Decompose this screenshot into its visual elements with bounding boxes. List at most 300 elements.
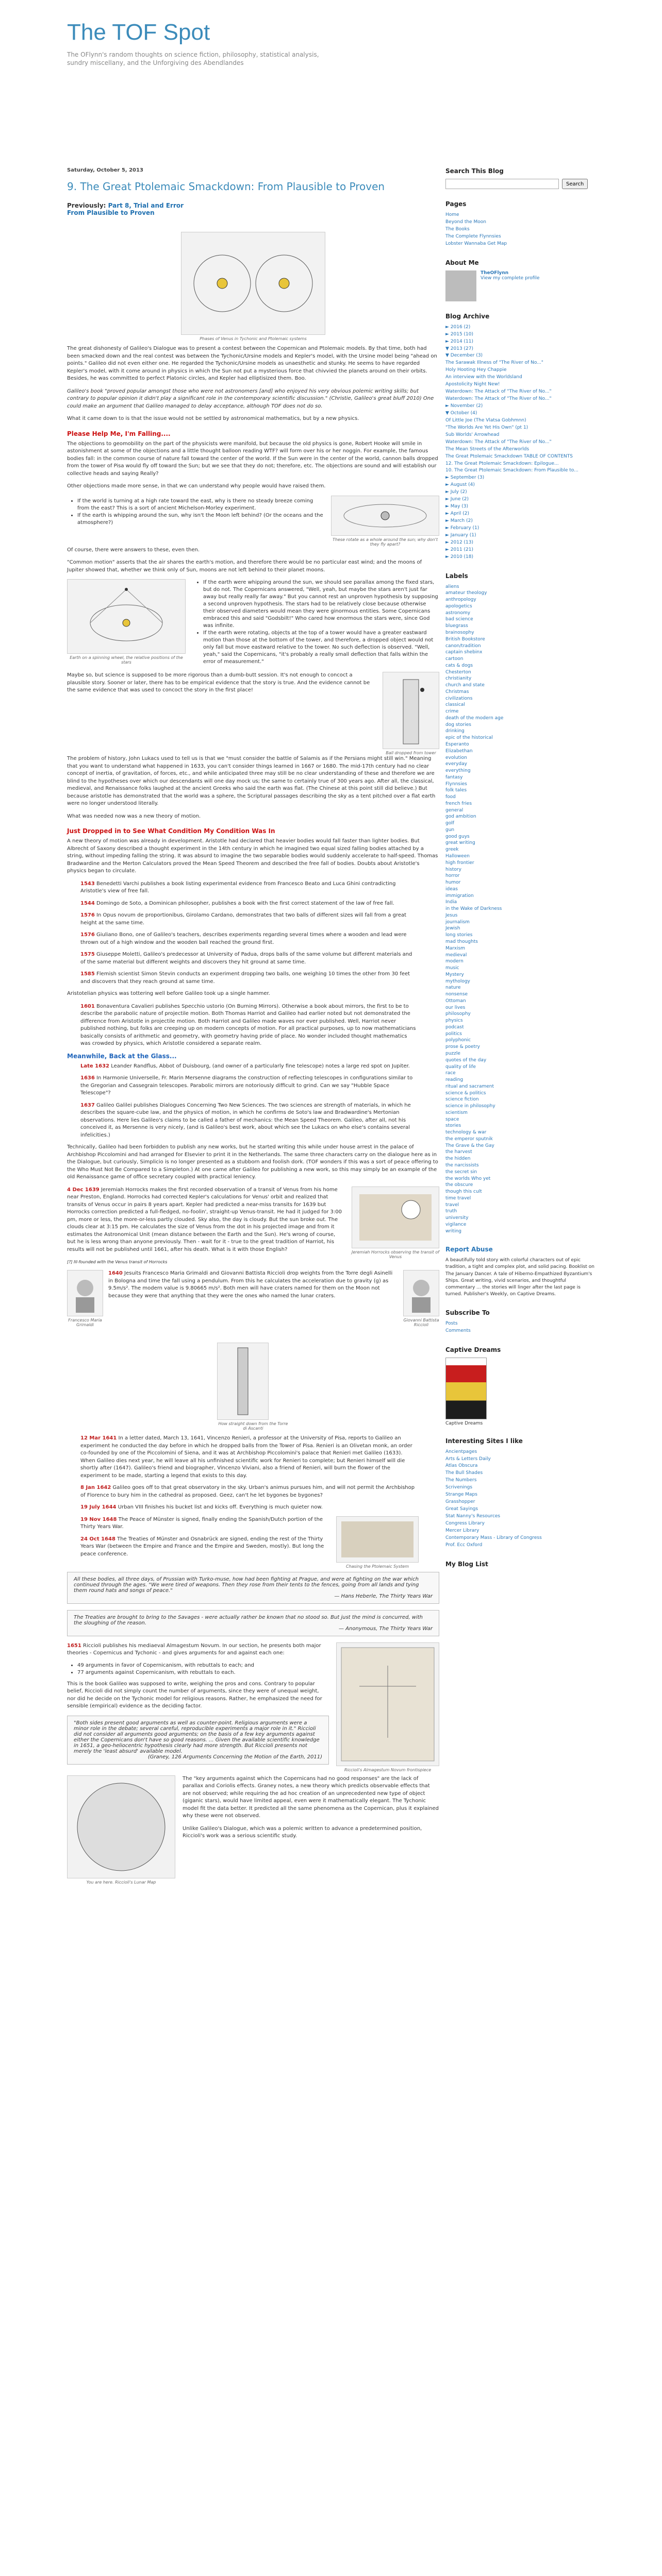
timeline-text: Giuliano Bono, one of Galileo's teachers, describes experiments regarding several times where a wooden and lead were thrown out of a high window and the wooden ball reached the ground first. (80, 932, 407, 945)
timeline-year: 1651 (67, 1642, 81, 1649)
tower-diagram (385, 674, 437, 747)
label-link[interactable]: fantasy (445, 774, 463, 780)
site-link[interactable]: Mercer Library (445, 1528, 479, 1533)
label-link[interactable]: brainosophy (445, 630, 474, 635)
timeline-end-war (80, 1435, 419, 1569)
graney-quote (67, 1716, 329, 1765)
horrocks-note: [?] Ill-founded with the Venus transit of Horrocks (67, 1259, 168, 1264)
label-link[interactable]: university (445, 1215, 469, 1221)
labels-title: Labels (445, 572, 468, 580)
site-link[interactable]: Arts & Letters Daily (445, 1456, 491, 1462)
riccioli-image (406, 1273, 437, 1314)
label-link[interactable]: vigilance (445, 1222, 467, 1227)
paragraph-14: The "key arguments against which the Copernicans had no good responses" are the lack of parallax and Coriolis effects. Graney notes, a new theory which predicts observable effects that are not observed; while requiring the ad hoc creation of an unprecedented new type of object (giganic stars), would have limited appeal, even were it mathematically elegant. The Tychonic model fit the data better. It predicted all the same phenomena as the Copernican, plus it explained why these were not observed. (183, 1775, 439, 1819)
label-link[interactable]: puzzle (445, 1050, 460, 1056)
riccioli-caption: Giovanni Battista Riccioli (403, 1318, 439, 1328)
almagestum-frontispiece (339, 1645, 437, 1764)
sites-widget (445, 1437, 595, 1549)
riccioli-portrait[interactable] (403, 1270, 439, 1316)
sites-title: Interesting Sites I like (445, 1437, 523, 1445)
page-link[interactable]: Home (445, 212, 459, 217)
label-link[interactable]: classical (445, 702, 465, 708)
label-link[interactable]: Flynnsies (445, 781, 467, 787)
moons-figure[interactable] (331, 496, 439, 536)
timeline-entry-1640 (108, 1270, 398, 1300)
timeline-text: Benedetti Varchi publishes a book listing experimental evidence from Francesco Beato and Luca Ghini contradicting Aristotle's view of free fall. (80, 880, 396, 894)
timeline-telescope (80, 1063, 419, 1140)
timeline-entry (80, 880, 419, 895)
labels-list (445, 584, 595, 1235)
label-link[interactable]: astronomy (445, 610, 471, 616)
heberle-quote-text: All these bodies, all three days, of Prussian with Turko-muse, how had been fighting at Prague, and were at fighting on the war which continued through the ages. "We were tired of weapons. Then they rose from their tents to the fences, going from all lands and tying them round hats and songs of peace." (74, 1576, 419, 1594)
label-link[interactable]: science fiction (445, 1097, 479, 1103)
timeline-text: Urban VIII finishes his bucket list and kicks off. Everything is much quieter now. (118, 1504, 323, 1511)
archive-link[interactable]: 10. The Great Ptolemaic Smackdown: From Plausible to... (445, 468, 578, 473)
label-link[interactable]: ritual and sacrament (445, 1083, 494, 1089)
search-widget (445, 167, 595, 189)
label-link[interactable]: prose & poetry (445, 1044, 480, 1050)
label-link[interactable]: mad thoughts (445, 939, 478, 944)
timeline-text: Giuseppe Moletti, Galileo's predecessor at University of Padua, drops balls of the same volume but different materials and of the same material but different weights and discovers they hit ground at same time. (80, 952, 412, 965)
label-link[interactable]: food (445, 794, 456, 800)
label-link[interactable]: general (445, 807, 464, 813)
previously-label: Previously: (67, 202, 106, 209)
captive-dreams-widget (445, 1346, 595, 1426)
label-link[interactable]: music (445, 965, 459, 971)
label-link[interactable]: apologetics (445, 603, 472, 609)
label-link[interactable]: the hidden (445, 1156, 471, 1162)
label-link[interactable]: great writing (445, 840, 475, 846)
archive-link[interactable]: ► March (2) (445, 518, 473, 523)
page-link[interactable]: Lobster Wannaba Get Map (445, 241, 507, 246)
view-profile-link[interactable]: View my complete profile (481, 275, 540, 281)
label-link[interactable]: horror (445, 873, 460, 879)
site-link[interactable]: Strange Maps (445, 1492, 477, 1498)
timeline-year: 1601 (80, 1003, 95, 1009)
label-link[interactable]: history (445, 867, 461, 872)
timeline-year: 4 Dec 1639 (67, 1187, 100, 1193)
grimaldi-portrait[interactable] (67, 1270, 103, 1316)
timeline-entry (80, 1435, 419, 1480)
profile-name-link[interactable]: TheOFlynn (481, 270, 509, 276)
venus-phases-figure[interactable] (181, 232, 325, 335)
label-link[interactable]: ideas (445, 886, 458, 892)
paragraph-12: Technically, Galileo had been forbidden to publish any new works, but he started writing this while under house arrest in the palace of Archbishop Piccolomini and had arranged for Elsevier to print it in the Netherlands. The same three characters carry on the dialogue here as in the Dialogue, but curiously, Simplicio is no longer presented as a stubborn and foolish dork. (TOF wonders if this was a sort of peace offering to the Who Must Not Be Compared to a Simpleton.) At one came after Galileo for publishing a new work, so this may simply be an example of the old Renaissance game of office secretary coupled with practical leniency. (67, 1144, 438, 1180)
archive-link[interactable]: ► 2011 (21) (445, 547, 474, 552)
archive-link[interactable]: ► April (2) (445, 511, 469, 517)
site-link[interactable]: Atlas Obscura (445, 1463, 478, 1469)
label-link[interactable]: travel (445, 1202, 459, 1208)
label-link[interactable]: immigration (445, 893, 474, 899)
archive-link[interactable]: ► 2014 (11) (445, 338, 474, 344)
argument-item: • 49 arguments in favor of Copernicanism, with rebuttals to each; and (77, 1662, 329, 1669)
label-link[interactable]: god ambition (445, 814, 476, 820)
graney-quote-text: "Both sides present good arguments as well as counter-point. Religious arguments were a minor role in the debate; several careful, reproducible experiments a major role in it." Riccioli did not consider all arguments good arguments; on the basis of a few key arguments against either the Copernicans don't have so good reasons. ... Given the available scientific knowledge in 1651, a geo-heliocentric hypothesis clearly had more strength. But Riccioli presents not merely the 'least absurd' available model. (74, 1720, 320, 1754)
about-widget (445, 259, 595, 301)
archive-link[interactable]: ► 2016 (2) (445, 324, 471, 330)
label-link[interactable]: civilizations (445, 696, 473, 701)
label-link[interactable]: the narcissists (445, 1163, 479, 1168)
site-link[interactable]: Great Sayings (445, 1506, 478, 1512)
timeline-year: 1640 (108, 1270, 123, 1277)
label-link[interactable]: Christmas (445, 689, 469, 694)
almagestum-figure[interactable] (336, 1642, 439, 1766)
avatar[interactable] (445, 270, 476, 301)
paragraph-15: Unlike Galileo's Dialogue, which was a polemic written to advance a predetermined position, Riccioli's work was a serious scientific study. (183, 1825, 422, 1839)
label-link[interactable]: crime (445, 709, 459, 715)
label-link[interactable]: time travel (445, 1195, 471, 1201)
archive-link[interactable]: The Great Ptolemaic Smackdown TABLE OF CONTENTS (445, 453, 573, 459)
label-link[interactable]: medieval (445, 952, 467, 958)
site-link[interactable]: The Numbers (445, 1478, 477, 1483)
archive-link[interactable]: ► January (1) (445, 532, 476, 538)
label-link[interactable]: journalism (445, 919, 470, 925)
archive-link[interactable]: The Sarawak Illness of "The River of No..." (445, 360, 543, 366)
timeline-text: In a letter dated, March 13, 1641, Vincenzo Renieri, a professor at the University of Pisa, reports to Galileo an experiment he conducted the day before in which he dropped balls from the Tower of Pisa. Renieri is an Olivetan monk, an order co-founded by one of the Piccolomini of Siena, and it was at Archbishop Piccolomini's palace that Renieri met Galileo (1633). When Galileo dies next year, he will leave all his unfinished scientific work for Renieri to complete; but Renieri himself will die shortly after (1647). Galileo's friend and biographer, Vincenzo Viviani, also a friend of Renieri, will burn the flower of the experiment to be made, starting a legend that exists to this day. (80, 1435, 412, 1479)
label-link[interactable]: British Bookstore (445, 636, 485, 642)
timeline-text: In Opus novum de proportionibus, Girolamo Cardano, demonstrates that two balls of different sizes will fall from a great height at the same time. (80, 912, 407, 926)
anonymous-quote (67, 1610, 439, 1636)
archive-link[interactable]: Holy Hooting Hey Chappie (445, 367, 507, 373)
label-link[interactable]: Ottoman (445, 998, 466, 1004)
label-link[interactable]: bluegrass (445, 623, 468, 629)
label-link[interactable]: truth (445, 1209, 457, 1214)
search-input[interactable] (445, 179, 559, 189)
grimaldi-image (70, 1273, 101, 1314)
timeline-entry-1651 (67, 1642, 329, 1657)
site-link[interactable]: Ancientpages (445, 1449, 477, 1454)
post-date: Saturday, October 5, 2013 (67, 167, 143, 173)
archive-link[interactable]: ► May (3) (445, 504, 468, 510)
previously-link[interactable]: Part 8, Trial and Error (108, 202, 184, 209)
page-link[interactable]: Beyond the Moon (445, 219, 486, 225)
archive-link[interactable]: ► August (4) (445, 482, 475, 488)
blog-header (0, 0, 662, 77)
label-link[interactable]: science & politics (445, 1090, 486, 1096)
label-link[interactable]: aliens (445, 584, 459, 589)
label-link[interactable]: greek (445, 847, 459, 853)
timeline-year: 1637 (80, 1102, 95, 1108)
label-link[interactable]: dog stories (445, 722, 471, 727)
archive-link[interactable]: Sub Worlds' Arrowhead (445, 432, 500, 437)
label-link[interactable]: nonsense (445, 992, 468, 997)
label-link[interactable]: high frontier (445, 860, 474, 866)
paragraph-6: "Common motion" asserts that the air shares the earth's motion, and therefore there would be no particular east wind; and the moons of Jupiter showed that, whether we think only of Sun, moons are not left behind to their planet moons. (67, 560, 422, 573)
label-link[interactable]: race (445, 1071, 456, 1076)
archive-link[interactable]: The Mean Streets of the Afterworlds (445, 446, 529, 452)
label-link[interactable]: french fries (445, 801, 472, 806)
label-link[interactable]: writing (445, 1228, 462, 1234)
timeline-year: 19 Nov 1648 (80, 1516, 117, 1522)
timeline-year: 1585 (80, 971, 95, 977)
about-title: About Me (445, 259, 479, 266)
label-link[interactable]: Jewish (445, 926, 460, 931)
timeline-free-fall (80, 880, 419, 986)
site-link[interactable]: The Bull Shades (445, 1470, 483, 1476)
archive-list (445, 324, 595, 561)
label-link[interactable]: space (445, 1116, 459, 1122)
report-abuse-link[interactable]: Report Abuse (445, 1246, 493, 1253)
label-link[interactable]: politics (445, 1031, 462, 1037)
archive-link[interactable]: Apostolicity Night New! (445, 382, 500, 387)
label-link[interactable]: Halloween (445, 854, 470, 859)
book-cover-caption: Captive Dreams (445, 1420, 483, 1426)
timeline-entry (80, 1003, 419, 1048)
archive-link[interactable]: ▼ October (4) (445, 410, 477, 416)
subscribe-posts[interactable]: Posts (445, 1320, 458, 1326)
sidebar (445, 167, 595, 1579)
grimaldi-caption: Francesco Maria Grimaldi (68, 1318, 102, 1328)
moons-caption: These rotate as a whole around the sun; why don't they fly apart? (333, 537, 438, 547)
pages-widget (445, 200, 595, 248)
parallax-caption: Earth on a spinning wheel, the relative positions of the stars (70, 655, 183, 665)
riccioli-arguments-list (77, 1662, 329, 1676)
blog-list-title: My Blog List (445, 1560, 488, 1568)
site-link[interactable]: Prof. Ecc Oxford (445, 1542, 483, 1548)
label-link[interactable]: Esperanto (445, 742, 469, 747)
report-widget (445, 1246, 595, 1297)
archive-link[interactable]: Waterdown: The Attack of "The River of No..." (445, 396, 552, 402)
blog-list-widget (445, 1561, 595, 1568)
label-link[interactable]: India (445, 900, 457, 905)
timeline-year: 8 Jan 1642 (80, 1485, 111, 1491)
intro-paragraph: The great dishonesty of Galileo's Dialogue was to present a contest between the Copernican and Ptolemaic models. By that time, both had been smacked down and the real contest was between the Tychonic/Ursine models and Kepler's model, with the Ursine model being "ahead on points." Galileo did not even either one. He regarded the Tychonic/Ursine models as unaesthetic and stunky. He seems to have regarded Kepler's model, with it come around in physics in which the Sun not put a mysterious force that chivvied the planets around on their orbits. Besides, he was committed to perfect Platonic circles, and Kepler had elliptisized them. Boo. (67, 346, 437, 381)
archive-link[interactable]: ▼ December (3) (445, 353, 483, 359)
graney-attribution: (Graney, 126 Arguments Concerning the Motion of the Earth, 2011) (147, 1754, 322, 1760)
book-cover-image[interactable] (445, 1358, 487, 1419)
timeline-entry (80, 931, 419, 946)
anonymous-attribution: — Anonymous, The Thirty Years War (339, 1625, 433, 1632)
label-link[interactable]: in the Wake of Darkness (445, 906, 502, 912)
archive-link[interactable]: ► 2012 (13) (445, 539, 474, 545)
label-link[interactable]: church and state (445, 683, 485, 688)
archive-link[interactable]: ► November (2) (445, 403, 483, 409)
label-link[interactable]: everything (445, 768, 471, 774)
timeline-text: Jeremiah Horrocks makes the first recorded observation of a transit of Venus from his home near Preston, England. Horrocks had corrected Kepler's calculations for Venus' orbit and realized that transits of Venus occur in pairs 8 years apart. Kepler had predicted a near-miss transits for 1639 but Horrocks correction predicted a full-fledged, no-foolin', straight-up Venus-transit. He had it judged for 3:00 pm, more or less, the more-or-less partly clouded. Sky also, the day is cloudy. But the sun broke out. The clouds clear at 3:15 pm. He calculates the size of Venus from the dot in his projected image and from it estimates the Astronomical Unit (mean distance between the Earth and the Sun). He's wrong of course, but he is less wrong than anyone previously. Then - wait for it - true to the great tradition of Harriot, his results will not be published until 1661, after his death. What is it with those English? (67, 1187, 342, 1252)
timeline-entry (80, 1063, 419, 1071)
label-link[interactable]: folk tales (445, 788, 467, 793)
timeline-text: Bonaventura Cavalieri publishes Specchio ustorio (On Burning Mirrors). Otherwise a book about mirrors, the first to be to describe the parabolic nature of projectile motion. Both Thomas Harriot and Galileo had earlier noted but not demonstrated the difference from Aristotle in projectile motion. Both Harriot and Galileo made waves nor ever published. Well, Harriot never published nothing, but folks are creeping up on modern concepts of motion. For all practical purposes, up to now mathematicians basically consists of arithmetic and geometry, with geometry having pride of place. No wonder included thought mathematics was crowded by physics, which Aristotle considered a separate realm. (80, 1003, 416, 1046)
label-link[interactable]: quotes of the day (445, 1057, 487, 1063)
label-link[interactable]: polyphonic (445, 1038, 471, 1043)
subscribe-widget (445, 1309, 595, 1335)
label-link[interactable]: everyday (445, 761, 467, 767)
label-link[interactable]: the emperor sputnik (445, 1136, 493, 1142)
timeline-year: 12 Mar 1641 (80, 1435, 117, 1442)
label-link[interactable]: reading (445, 1077, 464, 1083)
timeline-entry (80, 912, 419, 927)
archive-link[interactable]: ► July (2) (445, 489, 467, 495)
label-link[interactable]: philosophy (445, 1011, 471, 1017)
torre-caption: How straight down from the Torre di Ascanti (218, 1421, 288, 1431)
objection-item: • If the earth were rotating, objects at the top of a tower would have a greater eastward motion than those at the bottom of the tower, and therefore, a dropped object would not only fall but move eastward relative to the tower. No such deflection is observed. "Well, yeah," said the Copernicans, "it's probably a really small deflection that falls within the error of measurement." (203, 630, 439, 666)
timeline-entry (80, 971, 419, 986)
archive-title: Blog Archive (445, 312, 490, 320)
section-heading-condition: Just Dropped in to See What Condition My Condition Was In (67, 827, 275, 835)
paragraph-4: Other objections made more sense, in that we can understand why people would have raised them. (67, 483, 326, 489)
label-link[interactable]: Jesus (445, 912, 458, 918)
label-link[interactable]: scientism (445, 1110, 468, 1115)
archive-link[interactable]: Waterdown: The Attack of "The River of No..." (445, 389, 552, 395)
label-link[interactable]: nature (445, 985, 461, 991)
objections-list (77, 498, 324, 543)
ptolemaic-figure[interactable] (336, 1516, 419, 1563)
label-link[interactable]: podcast (445, 1024, 464, 1030)
page-link[interactable]: The Books (445, 226, 470, 232)
label-link[interactable]: canon/tradition (445, 643, 481, 649)
timeline-year: 1576 (80, 912, 95, 918)
blog-title[interactable]: The TOF Spot (67, 20, 210, 45)
label-link[interactable]: The Grave & the Gay (445, 1143, 494, 1148)
timeline-year: 1576 (80, 932, 95, 938)
timeline-year: 1544 (80, 900, 95, 906)
timeline-entry (80, 1536, 329, 1558)
label-link[interactable]: quality of life (445, 1064, 476, 1070)
timeline-entry (80, 1075, 419, 1097)
label-link[interactable]: Chesterton (445, 669, 471, 675)
horrocks-figure[interactable] (352, 1187, 439, 1248)
horrocks-caption: Jeremiah Horrocks observing the transit of Venus (352, 1249, 439, 1259)
archive-link[interactable]: ► June (2) (445, 497, 469, 502)
paragraph-10: A new theory of motion was already in development. Aristotle had declared that heavier bodies would fall faster than lighter bodies. But Albrecht of Saxony described a thought experiment in the 14th century in which he imagined two equal sized falling bodies attached by a string, without impeding falling the string. It was absurd to imagine the two separable bodies would suddenly accelerate to half-speed. Thomas Bradwardine and the Merton Calculators proved the Mean Speed Theorem and described the free fall of bodies. Doubts about Aristotle's physics began to circulate. (67, 838, 438, 874)
label-link[interactable]: death of the modern age (445, 715, 504, 721)
section-heading-falling: Please Help Me, I'm Falling.... (67, 430, 171, 437)
label-link[interactable]: bad science (445, 617, 473, 622)
label-link[interactable]: the harvest (445, 1149, 472, 1155)
paragraph-3: The objections to geomobility on the part of the physicists were manifold, but because the old physics is gone, Robert Hooke will smile in astonishment at some of the objections and a little thought balloon reading WTF? will form over his or her noggin. For example, the famous bodies fall: in the common course of nature fall toward the center of the world. If the Sun were in the center of the world, cannon balls dropped from the tower of Pisa would fly off toward the Sun; but we see that they do not; therefore, etc. The objections are sound and will establish our collective heads and saying Really? (67, 440, 438, 477)
timeline-text: Domingo de Soto, a Dominican philosopher, publishes a book with the first correct statement of the law of free fall. (96, 900, 394, 906)
label-link[interactable]: though this cult (445, 1189, 482, 1195)
label-link[interactable]: cats & dogs (445, 663, 473, 668)
paragraph-11: Aristotelian physics was tottering well before Galileo took up a single hammer. (67, 991, 270, 996)
archive-link[interactable]: Waterdown: The Attack of "The River of No..." (445, 439, 552, 445)
timeline-year: Late 1632 (80, 1063, 109, 1069)
label-link[interactable]: gun (445, 827, 455, 833)
moons-diagram (334, 498, 437, 534)
label-link[interactable]: cartoon (445, 656, 464, 662)
torre-figure[interactable] (217, 1343, 269, 1420)
timeline-entry (80, 1516, 329, 1531)
archive-link[interactable]: Of Little Joe (The Vlatsa Gobhmnn) (445, 417, 526, 423)
section-heading-glass: Meanwhile, Back at the Glass... (67, 1052, 177, 1060)
lunar-map (70, 1778, 173, 1876)
site-link[interactable]: Stat Nanny's Resources (445, 1514, 501, 1519)
archive-link[interactable]: ► February (1) (445, 525, 479, 531)
archive-link[interactable]: ▼ 2013 (27) (445, 346, 474, 351)
label-link[interactable]: the obscure (445, 1182, 473, 1188)
tower-figure[interactable] (383, 672, 439, 749)
archive-link[interactable]: ► September (3) (445, 475, 485, 481)
label-link[interactable]: science in philosophy (445, 1104, 495, 1109)
timeline-year: 1575 (80, 952, 95, 957)
label-link[interactable]: long stories (445, 933, 473, 938)
search-button[interactable]: Search (562, 179, 588, 189)
archive-link[interactable]: "The Worlds Are Yet His Own" (pt 1) (445, 425, 528, 430)
paragraph-9: What was needed now was a new theory of motion. (67, 813, 201, 819)
label-link[interactable]: humor (445, 880, 461, 886)
site-link[interactable]: Congress Library (445, 1520, 485, 1526)
argument-item: • 77 arguments against Copernicanism, with rebuttals to each. (77, 1669, 329, 1676)
label-link[interactable]: our lives (445, 1005, 466, 1010)
label-link[interactable]: Elizabethan (445, 748, 473, 754)
site-link[interactable]: Grasshopper (445, 1499, 475, 1505)
sites-list (445, 1449, 595, 1549)
label-link[interactable]: christianity (445, 676, 472, 682)
heberle-quote (67, 1572, 439, 1604)
captive-dreams-title: Captive Dreams (445, 1346, 501, 1353)
label-link[interactable]: golf (445, 821, 454, 826)
label-link[interactable]: the worlds Who yet (445, 1176, 491, 1181)
objection-item: • If the earth is whipping around the sun, why isn't the Moon left behind? (Or the oceans and the atmosphere?) (77, 512, 324, 527)
timeline-text: In Harmonie Universelle, Fr. Marin Mersenne diagrams the construction of reflecting telescopes in configurations similar to the Gregorian and Cassegrain telescopes. Parabolic mirrors are notoriously difficult to grind. Can we say "Hubble Space Telescope"? (80, 1075, 413, 1096)
subscribe-comments[interactable]: Comments (445, 1328, 471, 1333)
timeline-entry (80, 951, 419, 966)
tower-caption: Ball dropped from tower (386, 751, 436, 755)
paragraph-7: Maybe so, but science is supposed to be more rigorous than a dumb-butt session. It's not enough to concoct a plausible story. Sooner or later, there has to be empirical evidence that the story is true. And the evidence cannot be the same evidence that was used to concoct the story in the first place! (67, 672, 370, 693)
objection-item: • If the world is turning at a high rate toward the east, why is there no steady breeze coming from the east? This is a sort of ancient Michelson-Morley experiment. (77, 498, 324, 512)
label-link[interactable]: physics (445, 1018, 463, 1024)
page-link[interactable]: The Complete Flynnsies (445, 233, 501, 239)
horrocks-illustration (354, 1189, 437, 1246)
label-link[interactable]: epic of the historical (445, 735, 493, 741)
label-link[interactable]: technology & war (445, 1130, 487, 1136)
lunar-map-figure[interactable] (67, 1775, 175, 1878)
labels-widget (445, 572, 595, 1235)
label-link[interactable]: Marxism (445, 945, 466, 951)
timeline-entry (80, 900, 419, 908)
timeline-text: Galileo goes off to that great observatory in the sky. Urban's animus pursues him, and will not permit the Archbishop of Florence to bury him in the cathedral as proposed. Geez, can't he let bygones be bygones? (80, 1485, 415, 1498)
archive-link[interactable]: ► 2010 (18) (445, 554, 474, 560)
parallax-figure[interactable] (67, 579, 186, 654)
main-column (67, 167, 439, 1885)
label-link[interactable]: drinking (445, 728, 465, 734)
label-link[interactable]: anthropology (445, 597, 476, 603)
post-subtitle: From Plausible to Proven (67, 209, 155, 216)
label-link[interactable]: modern (445, 959, 464, 964)
label-link[interactable]: the secret sin (445, 1169, 477, 1175)
timeline-year: 24 Oct 1648 (80, 1536, 115, 1542)
previously-line (67, 202, 439, 209)
label-link[interactable]: evolution (445, 755, 467, 760)
site-link[interactable]: Scrivenings (445, 1485, 473, 1490)
timeline-entry-horrocks (67, 1187, 344, 1255)
label-link[interactable]: captain shebinx (445, 650, 483, 655)
objection-item: • If the earth were whipping around the sun, we should see parallax among the fixed stars, but do not. The Copernicans answered, "Well, yeah, but maybe the stars aren't just far away but really really far away." But you cannot rest an unproven hypothesis by supposing a second unproven hypothesis. The stars had to be relatively close because otherwise their observed diameters would mean they were ginormous entities. Some Copernicans embraced this and said "Godsbilt!" Who cared how enormous the stars were, since God was infinite. (203, 579, 439, 630)
label-link[interactable]: amateur theology (445, 590, 487, 596)
subscribe-title: Subscribe To (445, 1309, 490, 1316)
label-link[interactable]: stories (445, 1123, 461, 1129)
paragraph-5: Of course, there were answers to these, even then. (67, 547, 200, 553)
timeline-entry (80, 1102, 419, 1140)
label-link[interactable]: Mystery (445, 972, 464, 977)
label-link[interactable]: good guys (445, 834, 470, 839)
galileo-quote: Galileo's book "proved popular amongst those who were not astronomers [and] who enjoyed his very obvious polemic writing skills; but contrary to popular opinion it didn't play a significant role in the contemporary scientific discussion." (Christie, Galileo's great bluff 2010) One could make an argument that Galileo managed to delay acceptance, although TOF does not do so. (67, 388, 434, 409)
archive-link[interactable]: 12. The Great Ptolemaic Smackdown: Epilogue... (445, 461, 559, 466)
label-link[interactable]: mythology (445, 978, 470, 984)
site-link[interactable]: Contemporary Mass - Library of Congress (445, 1535, 542, 1540)
paragraph-2: What it came down to is that the issue would not be settled by astronomical mathematics, but by a new physics. (67, 416, 359, 421)
post-title[interactable]: 9. The Great Ptolemaic Smackdown: From Plausible to Proven (67, 180, 385, 193)
timeline-entry (80, 1504, 419, 1512)
parallax-diagram (70, 582, 183, 651)
timeline-text: Leander Randflus, Abbot of Duisbourg, (and owner of a particularly fine telescope) notes a large red spot on Jupiter. (111, 1063, 410, 1069)
paragraph-8: The problem of history, John Lukacs used to tell us is that we "must consider the battle of Salamis as if the Persians might still win." Meaning that you want to understand what happened in 1633, you can't consider things learned in 1667 or 1680. The mid-17th century had no clear concept of inertia, of gravitation, of forces, etc., and while anticipated three may still be no clear understanding of these and therefore we are blind to the hypotheses over which our descendants will one day mock us; the same to certainly true of 300 years ago. After all, the classical, medieval, and Renaissance folks laughed at the ancient Greeks who said the earth was flat. (The Chinese at this point still did believe.) But because aristotle has demonstrated that the world was a sphere, the Scriptural passages describing the sky as a tent pitched over a flat earth were no longer understood literally. (67, 756, 436, 806)
ptolemaic-illustration (339, 1519, 416, 1560)
archive-link[interactable]: An interview with the Worldsland (445, 375, 522, 380)
timeline-year: 1543 (80, 880, 95, 887)
archive-link[interactable]: ► 2015 (10) (445, 331, 474, 337)
venus-phases-diagram (186, 237, 320, 330)
